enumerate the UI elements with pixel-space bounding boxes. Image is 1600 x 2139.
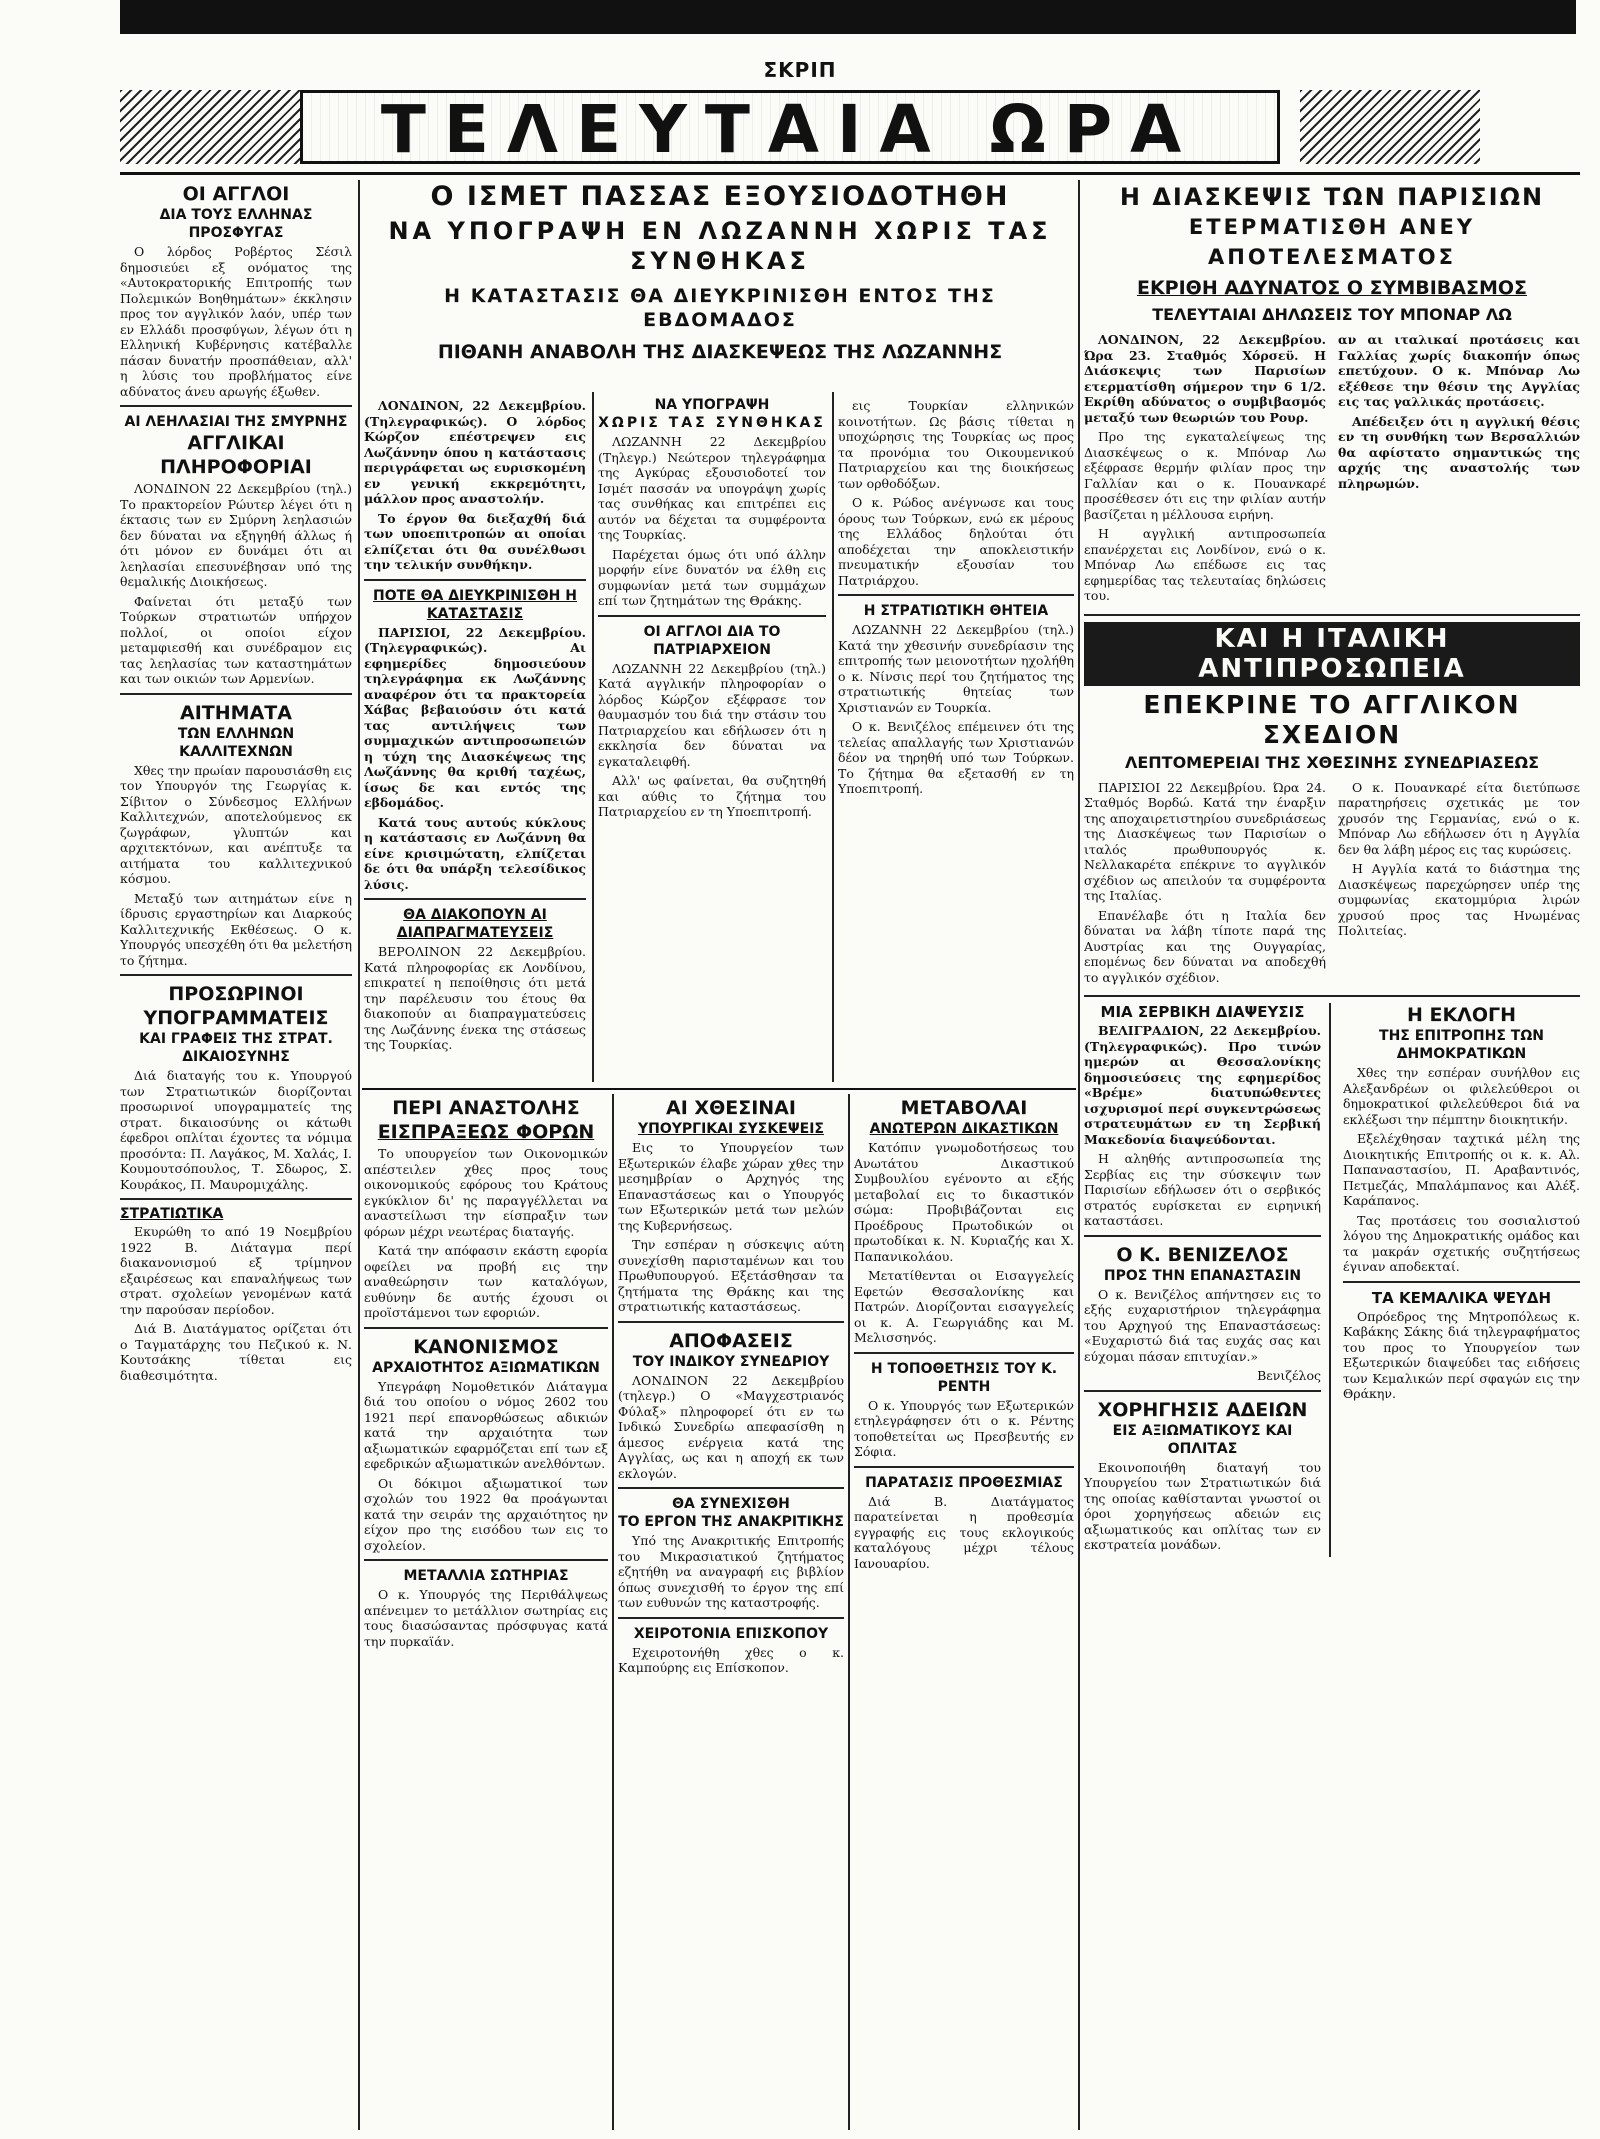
- article-text: Τας προτάσεις του σοσιαλιστού λόγου της Δημοκρατικής ομάδος και τα μακράν σχετικής συζητήσεως έγιναν αποδεκταί.: [1343, 1212, 1580, 1274]
- article-text: ΛΩΖΑΝΝΗ 22 Δεκεμβρίου (τηλ.) Κατά αγγλικήν πληροφορίαν ο λόρδος Κώρζον εξέφρασε τον θαυμασμόν του διά την στάσιν του Πατριαρχείου και εδήλωσεν ότι η εκκλησία δεν δύναται να εγκαταλειφθή.: [598, 660, 826, 769]
- article-text: Εξελέχθησαν ταχτικά μέλη της Διοικητικής Επιτροπής οι κ. κ. Αλ. Παπαναστασίου, Π. Αραβαντινός, Πετμεζάς, Μπαλάμπανος και Αλέξ. Καράπανος.: [1343, 1131, 1580, 1208]
- masthead-rule: [120, 172, 1580, 175]
- article-text: Μεταξύ των αιτημάτων είνε η ίδρυσις εργαστηρίων και Διαρκούς Καλλιτεχνικής Εκθέσεως. Ο κ. Υπουργός υπεσχέθη ότι θα μελετήση το ζήτημα.: [120, 890, 352, 968]
- article-subtitle: ΤΟ ΕΡΓΟΝ ΤΗΣ ΑΝΑΚΡΙΤΙΚΗΣ: [618, 1514, 844, 1530]
- article-title: ΜΕΤΑΒΟΛΑΙ: [900, 1097, 1028, 1119]
- headline-subtitle-2: ΠΙΘΑΝΗ ΑΝΑΒΟΛΗ ΤΗΣ ΔΙΑΣΚΕΨΕΩΣ ΤΗΣ ΛΩΖΑΝΝΗΣ: [437, 341, 1003, 363]
- article-text: Χθες την πρωίαν παρουσιάσθη εις τον Υπουργόν της Γεωργίας κ. Σίβιτον ο Σύνδεσμος Ελλήνων Καλλιτεχνών, αποτελούμενος εκ ζωγράφων, γλυπτών και αρχιτεκτόνων, και ανέπτυξε τα αιτήματα του καλλιτεχνικού κόσμου.: [120, 762, 352, 886]
- article-subtitle: ΑΓΓΛΙΚΑΙ ΠΛΗΡΟΦΟΡΙΑΙ: [160, 432, 312, 478]
- article-title: Η ΣΤΡΑΤΙΩΤΙΚΗ ΘΗΤΕΙΑ: [863, 603, 1049, 619]
- article-text: εις Τουρκίαν ελληνικών κοινοτήτων. Ως βάσις τίθεται η υποχώρησις της Τουρκίας ως προς τα προνόμια του Οικουμενικού Πατριαρχείου και της διοικήσεως των ορθοδόξων.: [838, 398, 1074, 491]
- signature: Βενιζέλος: [1257, 1368, 1321, 1383]
- article-text: Οι δόκιμοι αξιωματικοί των σχολών του 1922 θα προάγωνται κατά την σειράν της αρχαιότητος ην είχον προ της εισόδου των εις το σχολείον.: [364, 1475, 608, 1553]
- article-text: Επανέλαβε ότι η Ιταλία δεν δύναται να λάβη τίποτε παρά της Αυστρίας και της Ουγγαρίας, επομένως δεν δύναται να αποδεχθή το αγγλικόν σχέδιον.: [1084, 907, 1326, 985]
- article-text: Μετατίθενται οι Εισαγγελείς Εφετών Θεσσαλονίκης και Πατρών. Διορίζονται εισαγγελείς οι κ. Α. Γεωργιάδης και Μ. Μελισσηνός.: [854, 1268, 1074, 1345]
- article-text: ΒΕΡΟΛΙΝΟΝ 22 Δεκεμβρίου. Κατά πληροφορίας εκ Λονδίνου, επικρατεί η πεποίθησις ότι μετά την παρέλευσιν του έτους θα διακοπούν αι διαπραγματεύσεις της Λωζάννης ένεκα της στάσεως της Τουρκίας.: [364, 944, 586, 1052]
- article-text: Ο κ. Βενιζέλος επέμεινεν ότι της τελείας απαλλαγής των Χριστιανών δέον να τηρηθή υπό των Τούρκων. Το ζήτημα θα εξετασθή εν τη Υποεπιτροπή.: [838, 719, 1074, 796]
- headline-title: Η ΔΙΑΣΚΕΨΙΣ ΤΩΝ ΠΑΡΙΣΙΩΝ: [1119, 183, 1545, 211]
- article-subtitle: ΑΡΧΑΙΟΤΗΤΟΣ ΑΞΙΩΜΑΤΙΚΩΝ: [372, 1359, 600, 1376]
- article-text: Υπεγράφη Νομοθετικόν Διάταγμα διά του οποίου ο νόμος 2602 του 1921 περί επανορθώσεως αδικιών κατά την αρχαιότητα των αξιωματικών εφαρμόζεται επί των εξ εφεδρικών αξιωματικών ανελθόντων.: [364, 1378, 608, 1471]
- article-subtitle: ΠΡΟΣ ΤΗΝ ΕΠΑΝΑΣΤΑΣΙΝ: [1103, 1267, 1302, 1284]
- article-text: Εκυρώθη το από 19 Νοεμβρίου 1922 Β. Διάταγμα περί διακανονισμού εξ τρίμηνον εξαιρέσεως και επαναλήψεως των στρατ. σχολείων γενομένων κατά την παρούσαν περίοδον.: [120, 1224, 352, 1317]
- article-subtitle: ΕΙΣ ΑΞΙΩΜΑΤΙΚΟΥΣ ΚΑΙ ΟΠΛΙΤΑΣ: [1112, 1422, 1293, 1457]
- article-title: ΜΕΤΑΛΛΙΑ ΣΩΤΗΡΙΑΣ: [403, 1568, 569, 1584]
- center-column-3: [838, 396, 1074, 1084]
- headline-subtitle: Η ΚΑΤΑΣΤΑΣΙΣ ΘΑ ΔΙΕΥΚΡΙΝΙΣΘΗ ΕΝΤΟΣ ΤΗΣ ΕΒΔΟΜΑΔΟΣ: [444, 285, 996, 331]
- article-text: Εκοινοποιήθη διαταγή του Υπουργείου των Στρατιωτικών διά της οποίας καθίστανται γνωστοί οι όροι χορηγήσεως αδειών εις αξιωματικούς και οπλίτας των εν εκστρατεία μονάδων.: [1084, 1459, 1321, 1552]
- article-text: ΠΑΡΙΣΙΟΙ, 22 Δεκεμβρίου. (Τηλεγραφικώς). Αι εφημερίδες δημοσιεύουν τηλεγράφημα εκ Λωζάννης αναφέρον ότι τα πρακτορεία Χάβας βεβαιούσιν ότι κατά τας αντιλήψεις των συμμαχικών αντιπροσωπειών η τύχη της Διασκέψεως της Λωζάννης θα κριθή ταχέως, ίσως δε και εντός της εβδομάδος.: [364, 624, 586, 810]
- article-title: ΝΑ ΥΠΟΓΡΑΨΗ: [654, 397, 770, 413]
- headline-line: ΝΑ ΥΠΟΓΡΑΨΗ ΕΝ ΛΩΖΑΝΝΗ ΧΩΡΙΣ ΤΑΣ ΣΥΝΘΗΚΑΣ: [388, 217, 1052, 275]
- article-text: Ο κ. Πουανκαρέ είτα διετύπωσε παρατηρήσεις σχετικάς με τον χρυσόν της Γερμανίας, ενώ ο κ. Μπόναρ Λω εδήλωσεν ότι η Αγγλία δεν θα λάβη μέρος εις τας κυρώσεις.: [1338, 779, 1580, 857]
- article-title: ΣΤΡΑΤΙΩΤΙΚΑ: [120, 1206, 224, 1222]
- article-title: ΟΙ ΑΓΓΛΟΙ ΔΙΑ ΤΟ ΠΑΤΡΙΑΡΧΕΙΟΝ: [643, 623, 781, 658]
- column-rule: [848, 1094, 850, 2130]
- article-subtitle: ΥΠΟΥΡΓΙΚΑΙ ΣΥΣΚΕΨΕΙΣ: [638, 1121, 824, 1137]
- article-subtitle: ΚΑΙ ΓΡΑΦΕΙΣ ΤΗΣ ΣΤΡΑΤ. ΔΙΚΑΙΟΣΥΝΗΣ: [139, 1031, 333, 1065]
- article-title: ΧΟΡΗΓΗΣΙΣ ΑΔΕΙΩΝ: [1097, 1398, 1308, 1421]
- headline-subtitle: ΕΚΡΙΘΗ ΑΔΥΝΑΤΟΣ Ο ΣΥΜΒΙΒΑΣΜΟΣ: [1136, 277, 1527, 299]
- article-text: Διά Β. Διατάγματος παρατείνεται η προθεσμία εγγραφής εις τους εκλογικούς καταλόγους μέχρι τέλους Ιανουαρίου.: [854, 1493, 1074, 1571]
- article-text: Κατά την απόφασιν εκάστη εφορία οφείλει να προβή εις την αναθεώρησιν των καταλόγων, ευθύνην δε αυτής έχουσι οι προϊστάμενοι των εφοριών.: [364, 1243, 608, 1320]
- article-text: Την εσπέραν η σύσκεψις αύτη συνεχίσθη παρισταμένων και του Πρωθυπουργού. Εξετάσθησαν τα ζητήματα της Θράκης και της στρατιωτικής καταστάσεως.: [618, 1237, 844, 1314]
- column-rule: [1078, 180, 1080, 2130]
- column-rule: [358, 180, 360, 2130]
- article-title: ΜΙΑ ΣΕΡΒΙΚΗ ΔΙΑΨΕΥΣΙΣ: [1100, 1003, 1305, 1021]
- article-text: Η αληθής αντιπροσωπεία της Σερβίας εις την σύσκεψιν των Παρισίων εδήλωσεν ότι ο σερβικός στρατός ευρίσκεται εν ειρηνική καταστάσει.: [1084, 1151, 1321, 1228]
- article-text: ΛΟΝΔΙΝΟΝ, 22 Δεκεμβρίου. Ώρα 23. Σταθμός Χόρσεϋ. Η Διάσκεψις των Παρισίων ετερματίσθη σήμερον την 6 1/2. Εκρίθη αδύνατος ο συμβιβασμός μεταξύ των θεωριών του Ρουρ.: [1084, 332, 1326, 425]
- article-title: ΠΡΟΣΩΡΙΝΟΙ ΥΠΟΓΡΑΜΜΑΤΕΙΣ: [143, 983, 329, 1029]
- article-text: ΛΟΝΔΙΝΟΝ 22 Δεκεμβρίου (τηλεγρ.) Ο «Μαγχεστριανός Φύλαξ» πληροφορεί ότι εν τω Ινδικώ Συνεδρίω απεφασίσθη η άμεσος ενέργεια κατά της Αγγλίας, ως και η αποχή εκ των εκλογών.: [618, 1372, 844, 1481]
- article-text: Ο λόρδος Ροβέρτος Σέσιλ δημοσιεύει εξ ονόματος της «Αυτοκρατορικής Επιτροπής των Πολεμικών Βοηθημάτων» έκκλησιν προς τον αγγλικόν λαόν, υπέρ των εν Ελλάδι προσφύγων, λέγων ότι η Ελληνική Κυβέρνησις κατέβαλλε πάσαν δυνατήν προσπάθειαν, αλλ' η λύσις του προβλήματος είνε αδύνατος άνευ αρωγής έξωθεν.: [120, 244, 352, 399]
- center-column-1: [364, 396, 586, 1084]
- article-text: Διά διαταγής του κ. Υπουργού των Στρατιωτικών διορίζονται προσωρινοί υπογραμματείς της στρατ. δικαιοσύνης οι κάτωθι έφεδροι οπλίται έχοντες τα νόμιμα προσόντα: Π. Λαγάκος, Μ. Χαλάς, Ι. Κουμουτσόπουλος, Τ. Σδωρος, Σ. Κουράκος, Π. Μαυρομιχάλης.: [120, 1068, 352, 1192]
- headline-subtitle-2: ΤΕΛΕΥΤΑΙΑΙ ΔΗΛΩΣΕΙΣ ΤΟΥ ΜΠΟΝΑΡ ΛΩ: [1152, 305, 1512, 324]
- section-rule: [362, 1088, 1076, 1090]
- article-text: Η αγγλική αντιπροσωπεία επανέρχεται εις Λονδίνον, ενώ ο κ. Μπόναρ Λω επέδωσε εις τας εφημερίδας τας τελευταίας δηλώσεις του.: [1084, 526, 1326, 603]
- article-title: Η ΤΟΠΟΘΕΤΗΣΙΣ ΤΟΥ Κ. ΡΕΝΤΗ: [870, 1360, 1058, 1395]
- article-subtitle: ΤΟΥ ΙΝΔΙΚΟΥ ΣΥΝΕΔΡΙΟΥ: [632, 1353, 830, 1370]
- article-subtitle: ΤΗΣ ΕΠΙΤΡΟΠΗΣ ΤΩΝ ΔΗΜΟΚΡΑΤΙΚΩΝ: [1379, 1028, 1544, 1062]
- article-text: Η Αγγλία κατά το διάστημα της Διασκέψεως παρεχώρησεν υπέρ της συμφωνίας εκατομμύρια λιρών χρυσού προς τας Ηνωμένας Πολιτείας.: [1338, 861, 1580, 938]
- article-text: Το υπουργείον των Οικονομικών απέστειλεν χθες προς τους οικονομικούς εφόρους του Κράτους εγκύκλιον δι' ης παραγγέλλεται να αναστείλωσι την είσπραξιν των φόρων μέχρι νεωτέρας διαταγής.: [364, 1146, 608, 1239]
- headline-line: ΕΤΕΡΜΑΤΙΣΘΗ ΑΝΕΥ ΑΠΟΤΕΛΕΣΜΑΤΟΣ: [1188, 215, 1476, 269]
- article-title: ΑΙ ΧΘΕΣΙΝΑΙ: [666, 1097, 796, 1119]
- article-text: Εχειροτονήθη χθες ο κ. Καμπούρης εις Επίσκοπον.: [618, 1644, 844, 1675]
- article-text: Το έργον θα διεξαχθή διά των υποεπιτροπών αι οποίαι ελπίζεται ότι θα συνέλθωσι την τελικήν συνθήκην.: [364, 510, 586, 572]
- center-column-2: [598, 396, 826, 1084]
- article-text: αν αι ιταλικαί προτάσεις και Γαλλίας χωρίς διακοπήν όπως επετύχουν. Ο κ. Μπόναρ Λω εξέθεσε την θέσιν της Αγγλίας εις τας γαλλικάς προτάσεις.: [1338, 332, 1580, 409]
- article-text: Εις το Υπουργείον των Εξωτερικών έλαβε χώραν χθες την μεσημβρίαν ο Αρχηγός της Επαναστάσεως και ο Υπουργός των Εξωτερικών μετά των μελών της Κυβερνήσεως.: [618, 1140, 844, 1233]
- article-subtitle: ΧΩΡΙΣ ΤΑΣ ΣΥΝΘΗΚΑΣ: [598, 415, 826, 431]
- article-text: ΛΩΖΑΝΝΗ 22 Δεκεμβρίου (Τηλεγρ.) Νεώτερον τηλεγράφημα της Αγκύρας εξουσιοδοτεί τον Ισμέτ πασσάν να υπογράψη χωρίς τας συνθήκας και επιτρέπει εις αυτόν να δέχεται τα συμφέροντα της Τουρκίας.: [598, 434, 826, 542]
- right-section: [1084, 182, 1580, 2132]
- article-text: Ο κ. Ρώδος ανέγνωσε και τους όρους των Τούρκων, ενώ εκ μέρους της Ελλάδος δηλούται ότι αποδέχεται την αποκλειστικήν πνευματικήν εξουσίαν του Πατριάρχου.: [838, 495, 1074, 588]
- article-text: Αλλ' ως φαίνεται, θα συζητηθή και αύθις το ζήτημα του Πατριαρχείου εν τη Υποεπιτροπή.: [598, 773, 826, 819]
- article-title: ΑΙΤΗΜΑΤΑ: [180, 701, 292, 724]
- headline-title: Ο ΙΣΜΕΤ ΠΑΣΣΑΣ ΕΞΟΥΣΙΟΔΟΤΗΘΗ: [430, 182, 1010, 212]
- article-text: Ο κ. Υπουργός των Εξωτερικών ετηλεγράφησεν ότι ο κ. Ρέντης τοποθετείται ως Πρεσβευτής εν Σόφια.: [854, 1397, 1074, 1459]
- article-text: Οπρόεδρος της Μητροπόλεως κ. Καβάκης Σάκης διά τηλεγραφήματος του προς το Υπουργείον των Εξωτερικών διαψεύδει τας ειδήσεις των Κεμαλικών περί σφαγών εις την Θράκην.: [1343, 1308, 1580, 1401]
- article-subtitle: ΔΙΑ ΤΟΥΣ ΕΛΛΗΝΑΣ ΠΡΟΣΦΥΓΑΣ: [159, 207, 313, 241]
- article-subtitle: ΕΙΣΠΡΑΞΕΩΣ ΦΟΡΩΝ: [377, 1121, 595, 1143]
- article-title: ΚΑΝΟΝΙΣΜΟΣ: [413, 1335, 559, 1358]
- article-subtitle: ΠΟΤΕ ΘΑ ΔΙΕΥΚΡΙΝΙΣΘΗ Η ΚΑΤΑΣΤΑΣΙΣ: [373, 587, 577, 622]
- masthead-ornament-left: [120, 90, 300, 164]
- article-text: ΛΩΖΑΝΝΗ 22 Δεκεμβρίου (τηλ.) Κατά την χθεσινήν συνεδρίασιν της επιτροπής των μειονοτήτων ηχολήθη ο κ. Νίνσις περί του ζητήματος της στρατιωτικής θητείας των Χριστιανών εν Τουρκία.: [838, 622, 1074, 715]
- article-title: ΠΑΡΑΤΑΣΙΣ ΠΡΟΘΕΣΜΙΑΣ: [865, 1474, 1063, 1491]
- column-rule: [612, 1094, 614, 2130]
- column-rule: [592, 392, 594, 1082]
- article-title: ΑΙ ΛΕΗΛΑΣΙΑΙ ΤΗΣ ΣΜΥΡΝΗΣ: [124, 414, 348, 430]
- lower-column-3: [854, 1096, 1074, 2132]
- article-subtitle: ΑΝΩΤΕΡΩΝ ΔΙΚΑΣΤΙΚΩΝ: [869, 1121, 1059, 1137]
- article-text: Προ της εγκαταλείψεως της Διασκέψεως ο κ. Μπόναρ Λω εξέφρασε θερμήν φιλίαν προς την Γαλλίαν και ο κ. Πουανκαρέ προσέθεσεν ότι εις την φιλίαν αυτήν βασίζεται η μέλλουσα ειρήνη.: [1084, 429, 1326, 522]
- article-text: Διά Β. Διατάγματος ορίζεται ότι ο Ταγματάρχης του Πεζικού κ. Ν. Κουτσάκης τίθεται εις διαθεσιμότητα.: [120, 1321, 352, 1383]
- article-text: Ο κ. Βενιζέλος απήντησεν εις το εξής ευχαριστήριον τηλεγράφημα του Αρχηγού της Επαναστάσεως: «Ευχαριστώ διά τας ευχάς σας και εύχομαι πάσαν επιτυχίαν.»: [1084, 1286, 1321, 1364]
- article-text: ΒΕΛΙΓΡΑΔΙΟΝ, 22 Δεκεμβρίου. (Τηλεγραφικώς). Προ τινών ημερών αι Θεσσαλονίκης δημοσιεύσεις της εφημερίδος «Βρέμε» διατυπώθεντες ισχυρισμοί περί συγκεντρώσεως στρατευμάτων εν τη Σερβική Μακεδονία διαψεύδονται.: [1084, 1023, 1321, 1147]
- headline-subtitle: ΛΕΠΤΟΜΕΡΕΙΑΙ ΤΗΣ ΧΘΕΣΙΝΗΣ ΣΥΝΕΔΡΙΑΣΕΩΣ: [1124, 752, 1540, 772]
- newspaper-top-word: ΣΚΡΙΠ: [763, 58, 837, 82]
- lower-column-2: [618, 1096, 844, 2132]
- headline-title: ΚΑΙ Η ΙΤΑΛΙΚΗ ΑΝΤΙΠΡΟΣΩΠΕΙΑ: [1084, 622, 1580, 686]
- article-title: ΠΕΡΙ ΑΝΑΣΤΟΛΗΣ: [392, 1097, 580, 1119]
- article-subtitle: ΤΩΝ ΕΛΛΗΝΩΝ ΚΑΛΛΙΤΕΧΝΩΝ: [177, 725, 295, 760]
- article-text: Ο κ. Υπουργός της Περιθάλψεως απένειμεν το μετάλλιον σωτηρίας εις τους διασώσαντας πρόσφυγας κατά την πυρκαϊάν.: [364, 1587, 608, 1649]
- left-column: [120, 182, 352, 2132]
- article-title: ΑΠΟΦΑΣΕΙΣ: [669, 1329, 793, 1352]
- article-text: Χθες την εσπέραν συνήλθον εις Αλεξανδρέων οι φιλελεύθεροι οι δημοκρατικοί φιλελεύθεροι διά να εκλέξωσι την πέμπτην διοικητικήν.: [1343, 1065, 1580, 1127]
- article-text: Φαίνεται ότι μεταξύ των Τούρκων στρατιωτών υπήρχον πολλοί, οι οποίοι είχον μεταμφιεσθή και συνέδραμον εις τας λεηλασίας των καταστημάτων και των οικιών των Αρμενίων.: [120, 593, 352, 686]
- column-rule: [832, 392, 834, 1082]
- article-text: ΠΑΡΙΣΙΟΙ 22 Δεκεμβρίου. Ώρα 24. Σταθμός Βορδώ. Κατά την έναρξιν της αποχαιρετιστηρίου συνεδριάσεως της Διασκέψεως των Παρισίων ο ιταλός πρωθυπουργός κ. Νελλακαρέτα επέκρινε το αγγλικόν σχέδιον ως απειλούν τα συμφέροντα της Ιταλίας.: [1084, 779, 1326, 903]
- masthead-title: ΤΕΛΕΥΤΑΙΑ ΩΡΑ: [300, 90, 1280, 164]
- article-title: ΟΙ ΑΓΓΛΟΙ: [182, 183, 290, 205]
- article-text: Απέδειξεν ότι η αγγλική θέσις εν τη συνθήκη των Βερσαλλιών θα αφίστατο σημαντικώς της αρχής της αναστολής των πληρωμών.: [1338, 413, 1580, 491]
- article-text: Κατά τους αυτούς κύκλους η κατάστασις εν Λωζάννη θα είνε κρισιμώτατη, ελπίζεται δε ότι θα υπάρξη τελεσίδικος λύσις.: [364, 814, 586, 892]
- article-text: Κατόπιν γνωμοδοτήσεως του Ανωτάτου Δικαστικού Συμβουλίου εγένοντο αι εξής μεταβολαί εις το δικαστικόν σώμα: Προβιβάζονται εις Προέδρους Πρωτοδικών οι πρωτοδίκαι κ. Ν. Κυριαζής και Χ. Παπανικολάου.: [854, 1140, 1074, 1264]
- article-title: ΧΕΙΡΟΤΟΝΙΑ ΕΠΙΣΚΟΠΟΥ: [633, 1625, 829, 1642]
- main-headline-block: [364, 182, 1076, 388]
- article-title: ΘΑ ΣΥΝΕΧΙΣΘΗ: [672, 1496, 790, 1512]
- article-text: Παρέχεται όμως ότι υπό άλλην μορφήν είνε δυνατόν να έλθη εις συμφωνίαν μετά των συμμάχων επί των ζητημάτων της Θράκης.: [598, 546, 826, 608]
- article-text: ΛΟΝΔΙΝΟΝ 22 Δεκεμβρίου (τηλ.) Το πρακτορείον Ρώυτερ λέγει ότι η έκτασις των εν Σμύρνη λεηλασιών δεν δύναται να εξηγηθή άλλως ή ότι μόνον εν δυνάμει ότι αι λεηλασίαι επεσυνέβησαν υπό της θεμαλικής Διοικήσεως.: [120, 481, 352, 589]
- article-title: Ο Κ. ΒΕΝΙΖΕΛΟΣ: [1116, 1243, 1289, 1266]
- article-text: Υπό της Ανακριτικής Επιτροπής του Μικρασιατικού ζητήματος εζητήθη να αναγραφή εις βιβλίον όπως συνεχισθή το έργον της επί των ευθυνών της καταστροφής.: [618, 1533, 844, 1610]
- lower-column-1: [364, 1096, 608, 2132]
- headline-line: ΕΠΕΚΡΙΝΕ ΤΟ ΑΓΓΛΙΚΟΝ ΣΧΕΔΙΟΝ: [1143, 689, 1521, 749]
- top-black-bar: [120, 0, 1600, 34]
- article-title: ΤΑ ΚΕΜΑΛΙΚΑ ΨΕΥΔΗ: [1371, 1288, 1552, 1307]
- masthead-ornament-right: [1300, 90, 1480, 164]
- article-subtitle: ΘΑ ΔΙΑΚΟΠΟΥΝ ΑΙ ΔΙΑΠΡΑΓΜΑΤΕΥΣΕΙΣ: [396, 907, 554, 941]
- article-text: ΛΟΝΔΙΝΟΝ, 22 Δεκεμβρίου. (Τηλεγραφικώς). Ο λόρδος Κώρζον επέστρεψεν εις Λωζάννην όπου η κατάστασις περιγράφεται ως ευρισκομένη εν γενική εκκρεμότητι, μάλλον προς αναστολήν.: [364, 398, 586, 506]
- article-title: Η ΕΚΛΟΓΗ: [1406, 1004, 1517, 1026]
